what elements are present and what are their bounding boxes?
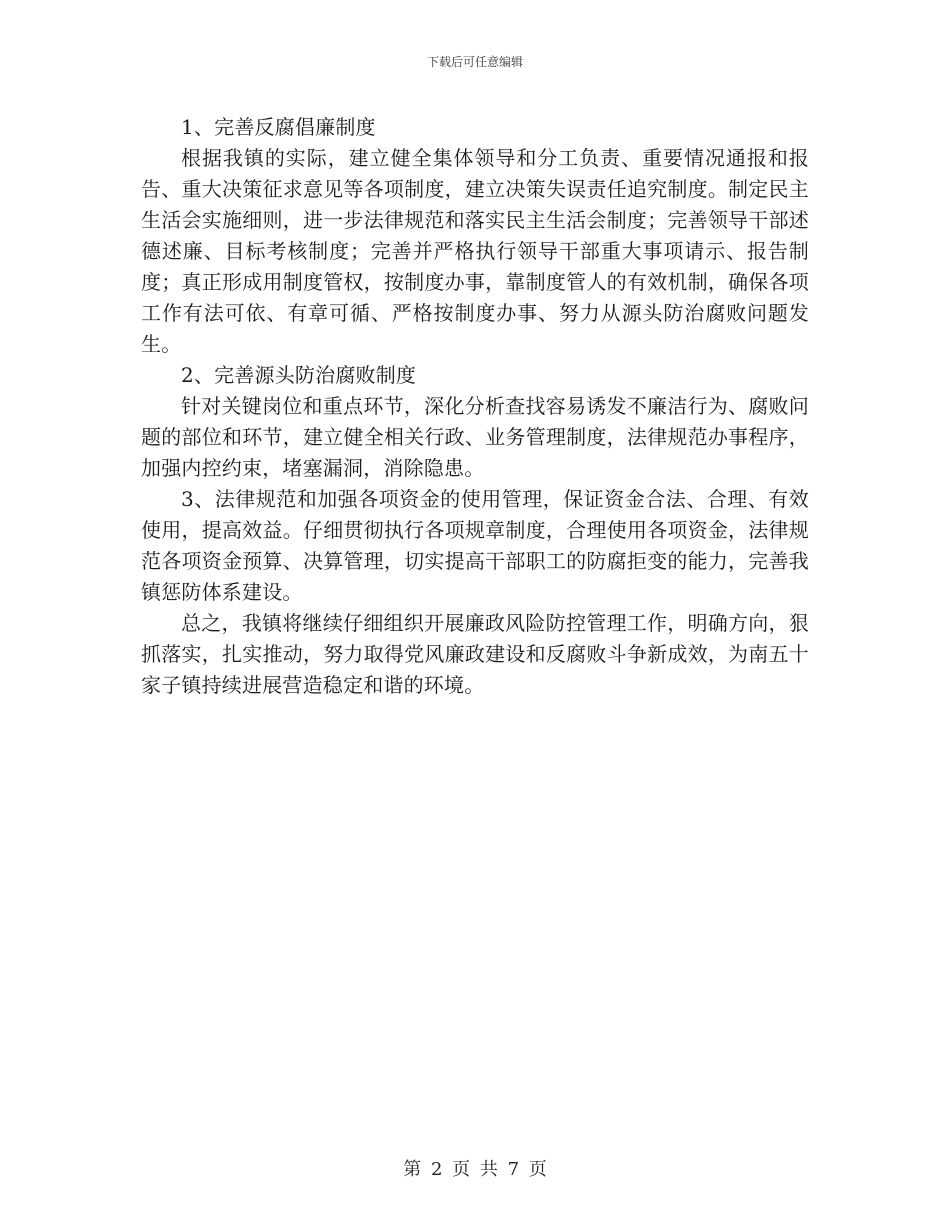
body-paragraph-2: 针对关键岗位和重点环节，深化分析查找容易诱发不廉洁行为、腐败问题的部位和环节，建立健全相关行政、业务管理制度，法律规范办事程序，加强内控约束，堵塞漏洞，消除隐患。	[141, 394, 809, 480]
body-paragraph-1: 根据我镇的实际，建立健全集体领导和分工负责、重要情况通报和报告、重大决策征求意见等各项制度，建立决策失误责任追究制度。制定民主生活会实施细则，进一步法律规范和落实民主生活会制度；完善领导干部述德述廉、目标考核制度；完善并严格执行领导干部重大事项请示、报告制度；真正形成用制度管权，按制度办事，靠制度管人的有效机制，确保各项工作有法可依、有章可循、严格按制度办事、努力从源头防治腐败问题发生。	[141, 146, 809, 356]
section-heading-2: 2、完善源头防治腐败制度	[181, 363, 417, 387]
conclusion-paragraph: 总之，我镇将继续仔细组织开展廉政风险防控管理工作，明确方向，狠抓落实，扎实推动，努力取得党风廉政建设和反腐败斗争新成效，为南五十家子镇持续进展营造稳定和谐的环境。	[141, 611, 809, 697]
body-paragraph-3: 3、法律规范和加强各项资金的使用管理，保证资金合法、合理、有效使用，提高效益。仔细贯彻执行各项规章制度，合理使用各项资金，法律规范各项资金预算、决算管理，切实提高干部职工的防腐拒变的能力，完善我镇惩防体系建设。	[141, 487, 809, 604]
page-number: 第 2 页 共 7 页	[403, 1159, 547, 1180]
document-body	[141, 112, 809, 701]
page-header-note: 下载后可任意编辑	[426, 55, 523, 69]
section-heading-1: 1、完善反腐倡廉制度	[181, 115, 376, 139]
